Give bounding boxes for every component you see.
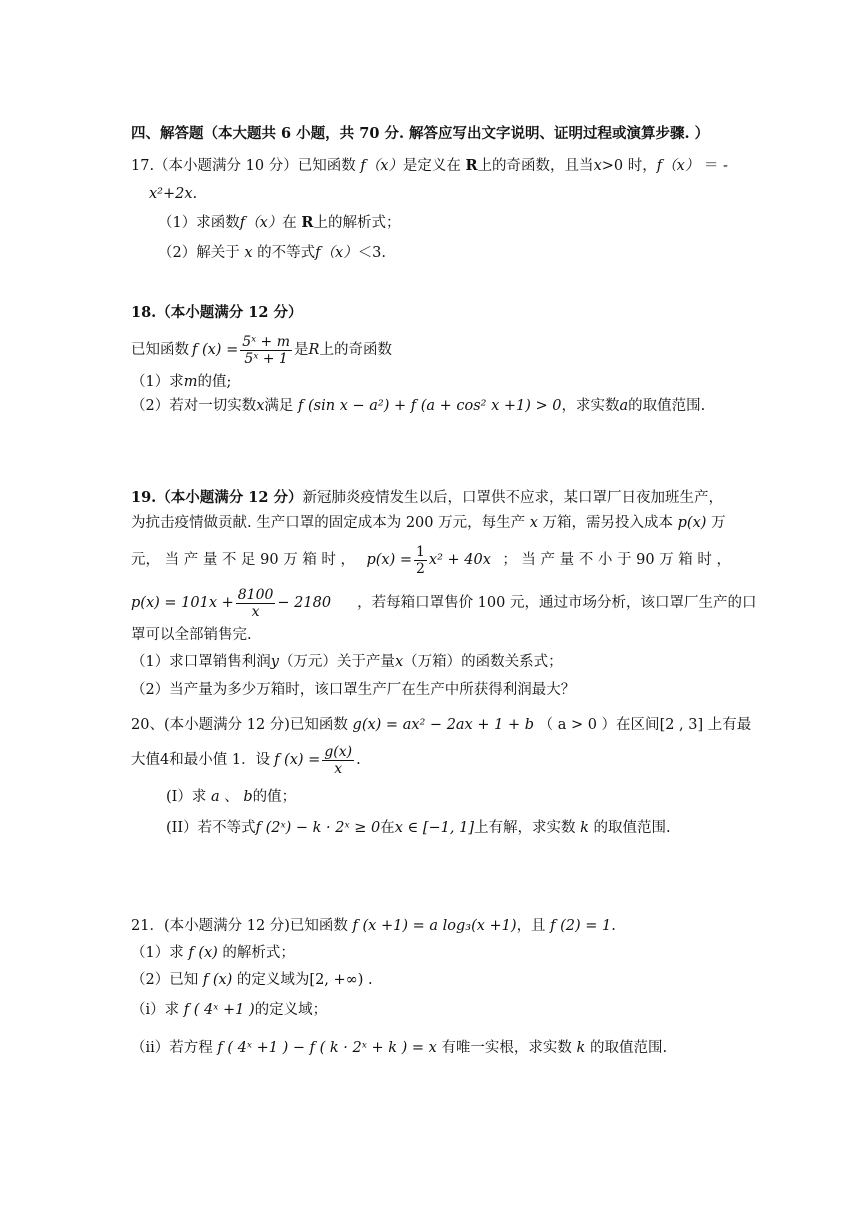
q17-part2 (158, 243, 386, 263)
q21-pii-pre: （ⅱ）若方程 (131, 1040, 213, 1056)
q18-lhs: f (x) = (192, 342, 239, 358)
q20-expr: g(x) = ax² − 2ax + 1 + b (352, 717, 534, 733)
q21-pii-k: k (576, 1040, 586, 1056)
q19-l2p: p(x) (677, 515, 707, 531)
q20-l2max: 4 (160, 752, 170, 768)
q19-l4-den: x (251, 603, 260, 620)
q20-lead: 20、(本小题满分 12 分)已知函数 (131, 717, 348, 733)
q19-l4-num: 8100 (237, 586, 274, 603)
q17-p2-pre: （2）解关于 (158, 245, 240, 261)
q18-p2-post: ，求实数 (561, 398, 620, 414)
q19-p1-end: （万箱）的函数关系式； (403, 654, 563, 670)
q17-p1-mid: 在 (282, 215, 297, 231)
q20-part1 (166, 787, 296, 807)
q19-l3-den: 2 (416, 560, 425, 577)
q18-part2 (131, 396, 705, 416)
q19-l2a: 为抗击疫情做贡献. 生产口罩的固定成本为 200 万元，每生产 (131, 515, 526, 531)
q18-p1-end: 的值; (197, 374, 232, 390)
q19-part2: （2）当产量为多少万箱时，该口罩生产厂在生产中所获得利润最大？ (131, 682, 576, 698)
q17-p2-mid: 的不等式 (257, 245, 316, 261)
q21-p2-end: . (368, 972, 373, 988)
q19-p1-y: y (270, 654, 279, 670)
q21-p1-pre: （1）求 (131, 945, 184, 961)
q21-cond: f (2) = 1 (550, 918, 612, 934)
q19-l2x: x (529, 515, 538, 531)
q20-p1-b: b (243, 789, 253, 805)
q21-part-ii (131, 1038, 667, 1058)
q21-part1 (131, 943, 295, 963)
q18-p2-end: 的取值范围. (628, 398, 706, 414)
q17-lead: 17.（本小题满分 10 分）已知函数 (131, 158, 356, 174)
q19-l3-num: 1 (416, 543, 425, 560)
q21-p2-dom: [2, +∞) (309, 972, 364, 988)
q21-p1-end: 的解析式； (222, 945, 295, 961)
q18-heading: 18.（本小题满分 12 分） (131, 304, 303, 321)
q17-text-b: 上的奇函数，且当 (477, 158, 594, 174)
q18-end: 上的奇函数 (319, 342, 392, 358)
q21-p2-mid: 的定义域为 (236, 972, 310, 988)
q20-line1 (131, 715, 751, 735)
q18-p2-mid: 满足 (264, 398, 294, 414)
q21-pii-expr: f ( 4ˣ +1 ) − f ( k · 2ˣ + k ) = x (217, 1040, 437, 1056)
q19-l5: 罩可以全部销售完. (131, 627, 252, 643)
q18-part1 (131, 372, 231, 392)
q21-part-i (131, 1000, 327, 1020)
q17-part1 (158, 213, 400, 233)
q21-pi-expr: f ( 4ˣ +1 ) (183, 1002, 255, 1018)
q19-l4-rhs: − 2180 (277, 595, 332, 611)
q18-p2-pre: （2）若对一切实数 (131, 398, 257, 414)
q20-interval: [2 , 3] (659, 717, 704, 733)
q18-p1: （1）求 (131, 374, 184, 390)
q17-p1-post: 上的解析式； (313, 215, 401, 231)
q17-x: x (593, 158, 602, 174)
q17-R: R (465, 157, 478, 174)
q18-fraction (240, 334, 292, 367)
q17-eq: ＝ - (703, 158, 728, 174)
q19-line3 (131, 540, 731, 580)
q20-cond: （ a > 0 ）在区间 (538, 717, 660, 733)
q19-p1-mid: （万元）关于产量 (278, 654, 395, 670)
q20-p1-a: a (211, 789, 220, 805)
q17-fx: f（x） (360, 158, 403, 174)
q20-p2-k: k (580, 820, 589, 836)
q17-line1 (131, 156, 728, 176)
q18-p2-expr: f (sin x − a²) + f (a + cos² x +1) > 0 (298, 398, 562, 414)
q19-l3b: ； 当 产 量 不 小 于 90 万 箱 时 ， (502, 552, 731, 568)
q19-p1-x: x (394, 654, 404, 670)
q21-line1 (131, 916, 616, 936)
q21-pii-mid: 有唯一实根，求实数 (441, 1040, 572, 1056)
q20-frac-den: x (334, 760, 343, 777)
q20-p2-pre: (II）若不等式 (166, 820, 256, 836)
q19-line4 (131, 583, 756, 623)
q17-p1-fx: f（x） (239, 215, 283, 231)
q18-line1 (131, 330, 392, 370)
q20-p1-mid: 、 (224, 789, 239, 805)
q17-expr2: x²+2x. (149, 186, 198, 202)
section-title: 四、解答题（本大题共 6 小题，共 70 分. 解答应写出文字说明、证明过程或演算步骤. ） (131, 125, 710, 142)
q19-l3-fraction (414, 544, 427, 577)
q20-line2 (131, 740, 361, 780)
q20-p2-post: 上有解，求实数 (474, 820, 576, 836)
q19-l3-expr (366, 544, 490, 577)
q20-p2-expr: f (2ˣ) − k · 2ˣ ≥ 0 (255, 820, 381, 836)
q18-p2-x: x (256, 398, 265, 414)
q19-p1-pre: （1）求口罩销售利润 (131, 654, 271, 670)
q18-post: 是 (294, 342, 309, 358)
q20-p1-pre: (I）求 (166, 789, 207, 805)
q17-p1-pre: （1）求函数 (158, 215, 240, 231)
q17-fx2: f（x） (656, 158, 700, 174)
q19-l1: 新冠肺炎疫情发生以后，口罩供不应求，某口罩厂日夜加班生产， (302, 490, 723, 506)
q19-l3-lhs: p(x) = (366, 552, 412, 568)
q21-p2-pre: （2）已知 (131, 972, 199, 988)
q18-m: m (183, 374, 198, 390)
q18-p2-a: a (619, 398, 629, 414)
q20-part2 (166, 818, 671, 838)
q21-mid: ，且 (516, 918, 546, 934)
q21-part2 (131, 970, 373, 990)
q18-R: R (308, 342, 320, 358)
q19-line2 (131, 513, 726, 533)
q21-p2-f: f (x) (202, 972, 233, 988)
q21-lead: 21．(本小题满分 12 分)已知函数 (131, 918, 348, 934)
q21-expr: f (x +1) = a log₃(x +1) (352, 918, 517, 934)
q20-end: 上有最 (707, 717, 752, 733)
q17-p2-fx: f（x） (315, 245, 358, 261)
q21-p1-f: f (x) (188, 945, 218, 961)
q19-line1 (131, 488, 723, 508)
q20-l2end: . (356, 752, 361, 768)
q21-end: . (611, 918, 616, 934)
q19-l4-lhs: p(x) = 101x + (131, 595, 234, 611)
q17-text-a: 是定义在 (402, 158, 461, 174)
q20-p1-end: 的值； (252, 789, 297, 805)
q17-p1-R: R (301, 214, 314, 231)
q17-p2-post: ＜3. (357, 245, 387, 261)
q18-frac-den: 5ˣ + 1 (244, 350, 288, 367)
q19-heading: 19.（本小题满分 12 分） (131, 489, 303, 506)
q17-p2-x: x (244, 245, 253, 261)
q20-fraction (322, 744, 354, 777)
q20-p2-set: x ∈ [−1, 1] (394, 820, 474, 836)
q20-l2b: 和最小值 1．设 (169, 752, 271, 768)
q21-pi-end: 的定义域； (254, 1002, 328, 1018)
q19-part1 (131, 652, 563, 672)
q21-pii-end: 的取值范围. (589, 1040, 668, 1056)
q19-l2b: 万箱，需另投入成本 (542, 515, 674, 531)
q18-frac-num: 5ˣ + m (242, 333, 291, 350)
q20-p2-mid: 在 (380, 820, 395, 836)
q17-cond: >0 时， (601, 158, 657, 174)
q19-l4b: ，若每箱口罩售价 100 元，通过市场分析，该口罩厂生产的口 (357, 595, 757, 611)
q18-pre: 已知函数 (131, 342, 189, 358)
q20-p2-end: 的取值范围. (593, 820, 671, 836)
q20-frac-num: g(x) (324, 743, 353, 760)
q19-l3-rhs: x² + 40x (428, 552, 491, 568)
q20-l2a: 大值 (131, 752, 160, 768)
q20-l2lhs: f (x) = (274, 752, 321, 768)
q19-l4-fraction (236, 587, 276, 620)
q21-pi-pre: （i）求 (131, 1002, 180, 1018)
q19-l2c: 万 (711, 515, 726, 531)
q19-l3a: 元， 当 产 量 不 足 90 万 箱 时 ， (131, 552, 356, 568)
